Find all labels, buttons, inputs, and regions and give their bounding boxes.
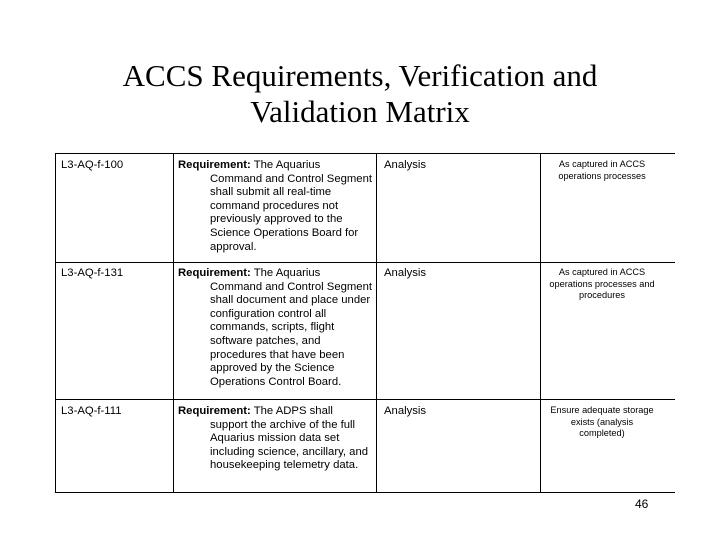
verification-note: Ensure adequate storage exists (analysis completed) <box>550 405 654 439</box>
title-line-2: Validation Matrix <box>250 94 470 129</box>
requirement-rest: support the archive of the full Aquarius mission data set including science, ancillary, and housekeeping telemetry data. <box>210 418 369 472</box>
requirement-text <box>178 267 374 389</box>
page-title <box>0 58 720 130</box>
requirement-id: L3-AQ-f-100 <box>61 159 124 171</box>
requirement-label: Requirement: <box>178 159 251 171</box>
requirement-rest: Command and Control Segment shall document and place under configuration control all commands, scripts, flight software patches, and procedures that have been approved by the Science Operations Control Board. <box>210 280 373 388</box>
verification-method: Analysis <box>384 159 427 171</box>
column-divider <box>376 154 377 492</box>
verification-note: As captured in ACCS operations processes <box>558 159 646 181</box>
column-divider <box>173 154 174 492</box>
requirements-matrix <box>55 153 675 493</box>
requirement-id: L3-AQ-f-111 <box>61 405 122 417</box>
row-divider <box>56 399 675 400</box>
verification-note: As captured in ACCS operations processes and procedures <box>549 267 655 301</box>
title-line-1: ACCS Requirements, Verification and <box>122 58 598 93</box>
page-number: 46 <box>635 497 649 511</box>
verification-method: Analysis <box>384 267 427 279</box>
requirement-label: Requirement: <box>178 267 251 279</box>
requirement-first: The Aquarius <box>253 159 321 171</box>
requirement-label: Requirement: <box>178 405 251 417</box>
requirement-first: The Aquarius <box>253 267 321 279</box>
column-divider <box>540 154 541 492</box>
requirement-text <box>178 405 374 473</box>
requirement-text <box>178 159 374 254</box>
requirement-id: L3-AQ-f-131 <box>61 267 124 279</box>
requirement-first: The ADPS shall <box>253 405 333 417</box>
requirement-rest: Command and Control Segment shall submit all real-time command procedures not previously approved to the Science Operations Board for approval. <box>210 172 373 253</box>
row-divider <box>56 262 675 263</box>
verification-method: Analysis <box>384 405 427 417</box>
